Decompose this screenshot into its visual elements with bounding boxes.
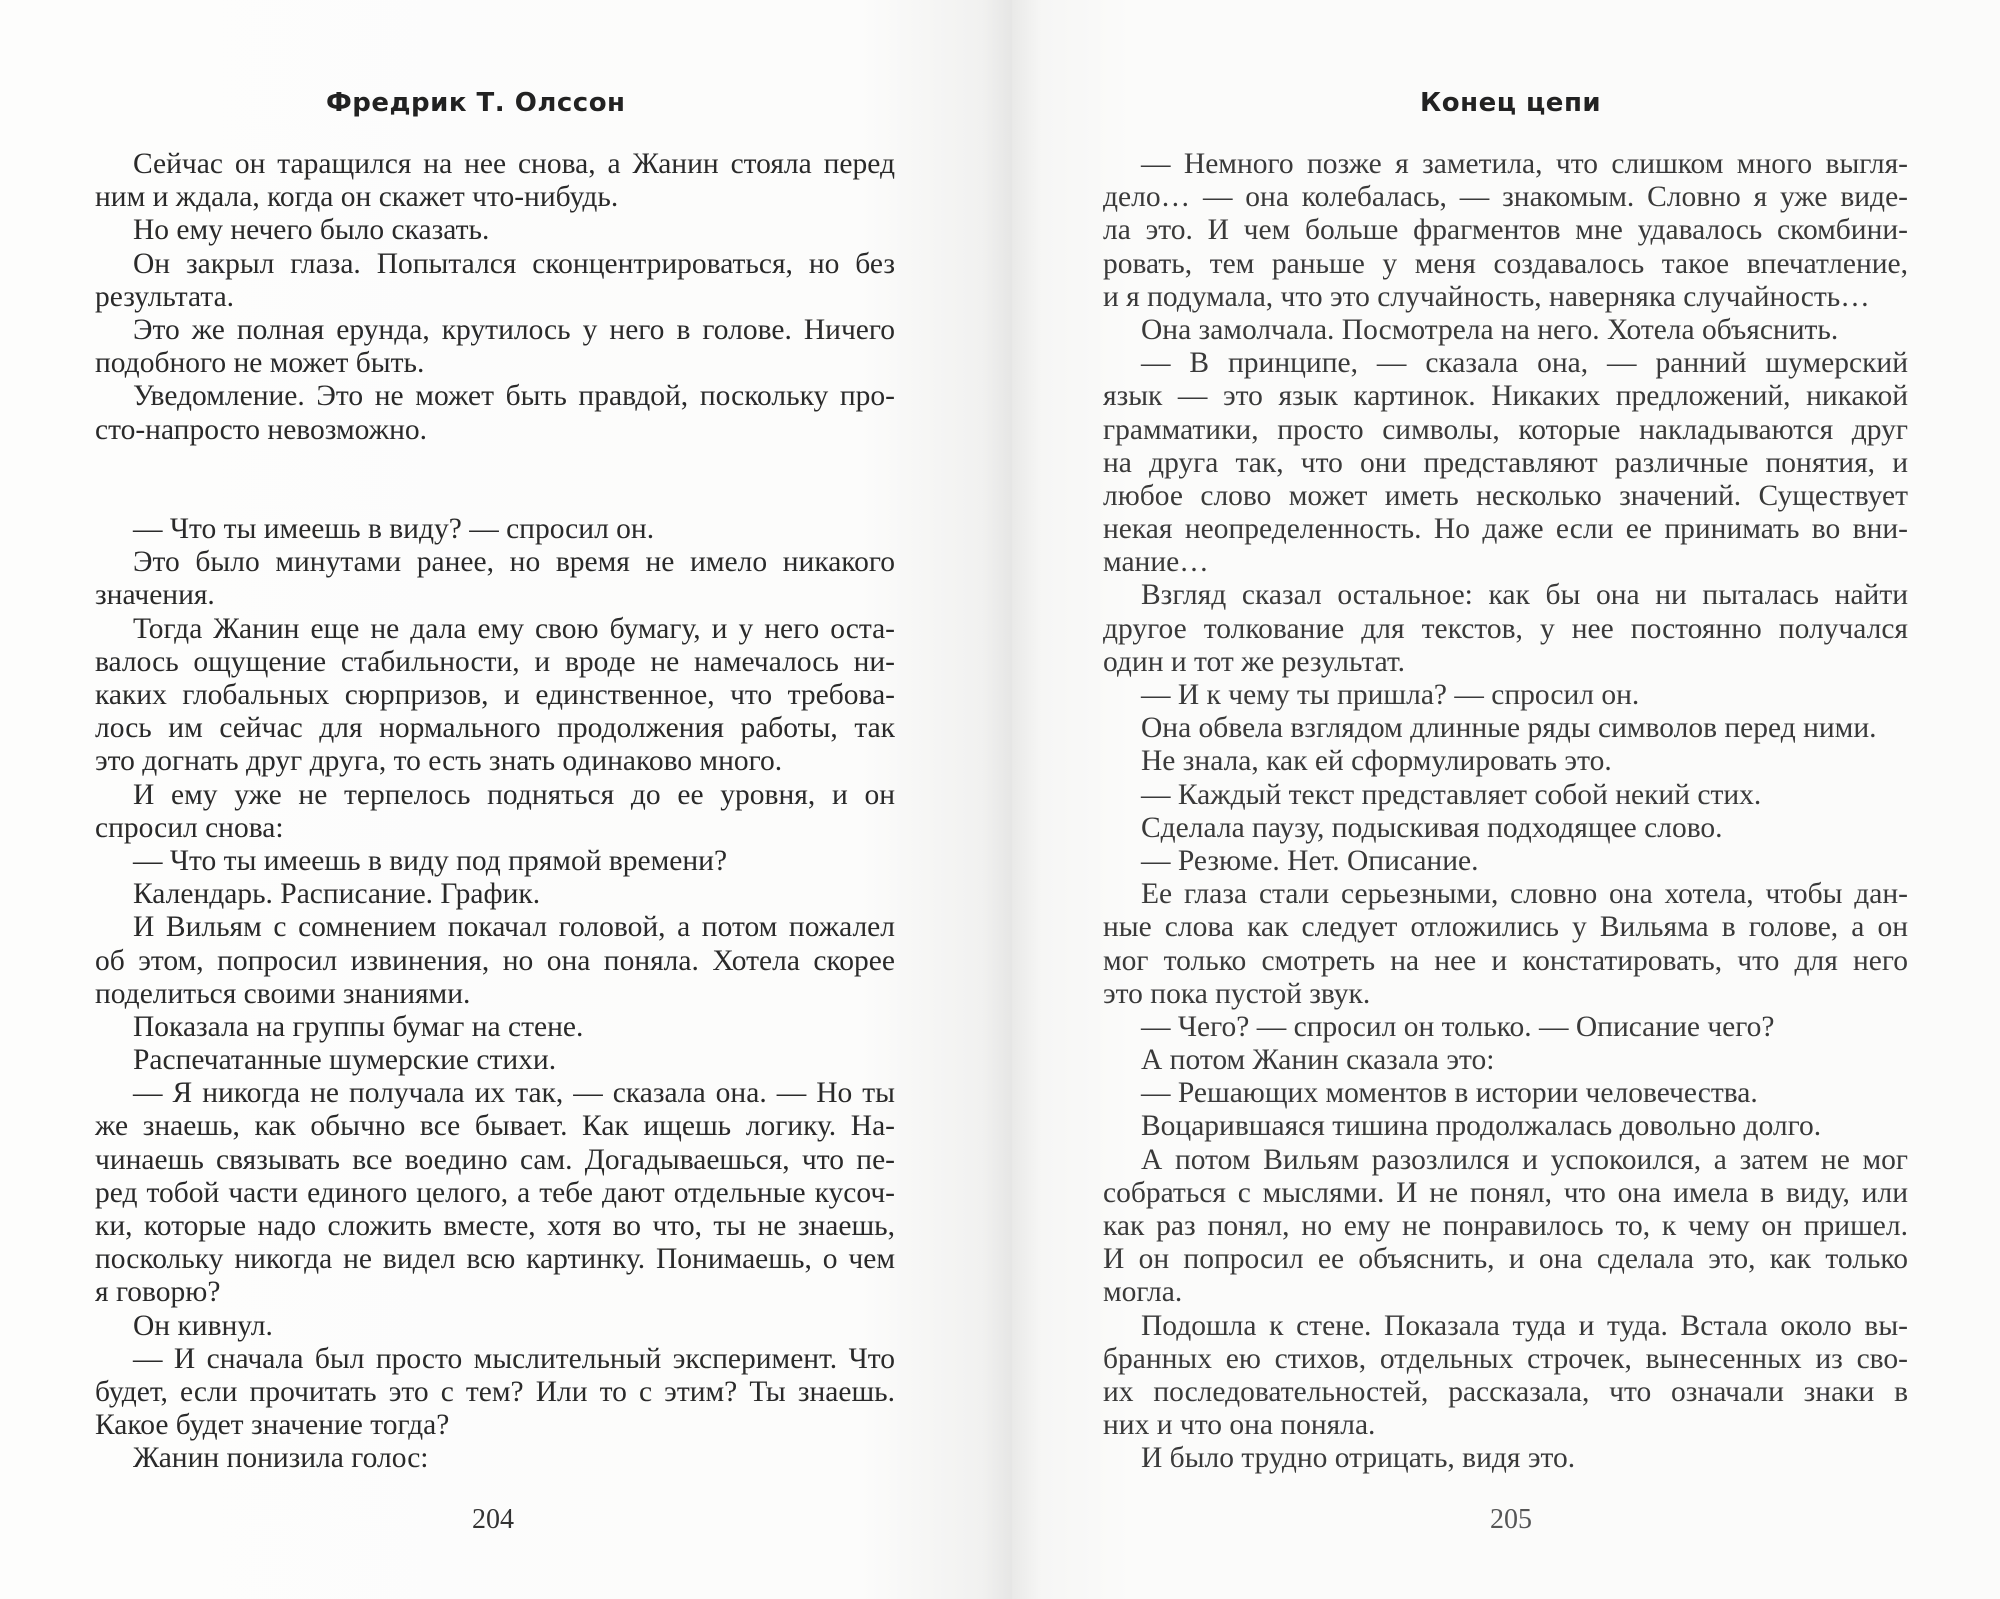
text-line: — И сначала был просто мыслительный эксперимент. Что (133, 1342, 895, 1375)
text-line: — И к чему ты пришла? — спросил он. (1141, 679, 1640, 711)
text-line: другое толкование для текстов, у нее постоянно получался (1103, 612, 1908, 645)
text-line: Она замолчала. Посмотрела на него. Хотела объяснить. (1141, 313, 1839, 346)
text-line: Уведомление. Это не может быть правдой, поскольку про- (133, 380, 895, 413)
text-line: один и тот же результат. (1103, 645, 1405, 678)
text-line: — Что ты имеешь в виду? — спросил он. (133, 513, 655, 546)
text-line: — Я никогда не получала их так, — сказала она. — Но ты (133, 1077, 895, 1110)
text-line: об этом, попросил извинения, но она поняла. Хотела скорее (95, 944, 895, 977)
text-line: Не знала, как ей сформулировать это. (1141, 745, 1612, 778)
text-line: ки, которые надо сложить вместе, хотя во что, ты не знаешь, (95, 1210, 895, 1243)
text-line: Тогда Жанин еще не дала ему свою бумагу, и у него оста- (133, 612, 895, 645)
page-number-right: 205 (1490, 1504, 1532, 1535)
text-line: Это же полная ерунда, крутилось у него в голове. Ничего (133, 313, 895, 346)
right-page-text (1103, 148, 1908, 1476)
text-line: — В принципе, — сказала она, — ранний шумерский (1141, 347, 1908, 380)
text-line: сто-напросто невозможно. (95, 413, 427, 446)
text-line: мание… (1103, 546, 1209, 579)
text-line: ред тобой части единого целого, а тебе дают отдельные кусоч- (95, 1176, 895, 1209)
text-line: И он попросил ее объяснить, и она сделала это, как только (1103, 1243, 1908, 1276)
text-line: — Каждый текст представляет собой некий стих. (1141, 778, 1762, 811)
running-head-title: Конец цепи (1420, 88, 1602, 118)
text-line: И ему уже не терпелось подняться до ее уровня, и он (133, 778, 895, 811)
text-line: же знаешь, как обычно все бывает. Как ищешь логику. На- (95, 1110, 895, 1143)
text-line: Показала на группы бумаг на стене. (133, 1010, 584, 1043)
text-line: ним и ждала, когда он скажет что-нибудь. (95, 181, 619, 214)
running-head-author: Фредрик Т. Олссон (326, 88, 626, 118)
text-line: Какое будет значение тогда? (95, 1409, 450, 1442)
text-line: значения. (95, 579, 215, 612)
text-line: — Чего? — спросил он только. — Описание чего? (1141, 1010, 1775, 1043)
text-line: Он кивнул. (133, 1309, 273, 1342)
text-line: них и что она поняла. (1103, 1409, 1376, 1442)
text-line: — Резюме. Нет. Описание. (1141, 844, 1479, 877)
text-line: ла это. И чем больше фрагментов мне удавалось скомбини- (1103, 214, 1908, 247)
text-line: будет, если прочитать это с тем? Или то с этим? Ты знаешь. (95, 1375, 895, 1408)
text-line: — Решающих моментов в истории человечества. (1141, 1077, 1758, 1110)
text-line: могла. (1103, 1276, 1183, 1309)
text-line: А потом Жанин сказала это: (1141, 1044, 1495, 1077)
text-line: Сделала паузу, подыскивая подходящее слово. (1141, 811, 1723, 844)
text-line: Взгляд сказал остальное: как бы она ни пыталась найти (1141, 579, 1908, 612)
text-line: И Вильям с сомнением покачал головой, а потом пожалел (133, 911, 895, 944)
right-page (1012, 0, 2000, 1599)
text-line: спросил снова: (95, 811, 284, 844)
text-line: на друга так, что они представляют различные понятия, и (1103, 446, 1908, 479)
text-line: результата. (95, 280, 235, 313)
text-line: это пока пустой звук. (1103, 977, 1371, 1010)
text-line: собраться с мыслями. И не понял, что она имела в виду, или (1103, 1176, 1908, 1209)
text-line: Распечатанные шумерские стихи. (133, 1044, 557, 1077)
text-line: Воцарившаяся тишина продолжалась довольно долго. (1141, 1110, 1822, 1143)
text-line: Но ему нечего было сказать. (133, 214, 490, 247)
text-line: поделиться своими знаниями. (95, 977, 471, 1010)
text-line: их последовательностей, рассказала, что означали знаки в (1103, 1375, 1908, 1408)
text-line: И было трудно отрицать, видя это. (1141, 1442, 1576, 1475)
text-line: ровать, тем раньше у меня создавалось такое впечатление, (1103, 247, 1908, 280)
text-line: язык — это язык картинок. Никаких предложений, никакой (1103, 380, 1908, 413)
text-line: дело… — она колебалась, — знакомым. Словно я уже виде- (1103, 181, 1908, 214)
text-line: валось ощущение стабильности, и вроде не намечалось ни- (95, 645, 895, 678)
text-line: — Что ты имеешь в виду под прямой времени? (133, 844, 728, 877)
text-line: А потом Вильям разозлился и успокоился, а затем не мог (1141, 1143, 1908, 1176)
text-line: лось им сейчас для нормального продолжения работы, так (95, 712, 895, 745)
text-line: как раз понял, но ему не понравилось то, к чему он пришел. (1103, 1210, 1908, 1242)
text-line: ные слова как следует отложились у Вильяма в голове, а он (1103, 911, 1908, 944)
text-line: мог только смотреть на нее и констатировать, что для него (1103, 944, 1908, 977)
text-line: я говорю? (95, 1276, 221, 1309)
text-line: Жанин понизила голос: (133, 1442, 429, 1475)
text-line: бранных ею стихов, отдельных строчек, вынесенных из сво- (1103, 1342, 1908, 1375)
text-line: поскольку никогда не видел всю картинку. Понимаешь, о чем (95, 1243, 895, 1276)
text-line: Это было минутами ранее, но время не имело никакого (133, 546, 895, 579)
text-line: чинаешь связывать все воедино сам. Догадываешься, что пе- (95, 1143, 895, 1176)
text-line: Календарь. Расписание. График. (133, 878, 541, 911)
text-line: Он закрыл глаза. Попытался сконцентрироваться, но без (133, 247, 895, 280)
text-line: Подошла к стене. Показала туда и туда. Встала около вы- (1141, 1309, 1908, 1342)
text-line: каких глобальных сюрпризов, и единственное, что требова- (95, 679, 895, 712)
paragraph-gap (95, 447, 895, 513)
text-line: Ее глаза стали серьезными, словно она хотела, чтобы дан- (1141, 878, 1908, 911)
text-line: Сейчас он таращился на нее снова, а Жанин стояла перед (133, 148, 895, 180)
text-line: грамматики, просто символы, которые накладываются друг (1103, 413, 1908, 446)
left-page-text (95, 148, 895, 1476)
text-line: подобного не может быть. (95, 347, 425, 380)
text-line: Она обвела взглядом длинные ряды символов перед ними. (1141, 712, 1877, 745)
text-line: это догнать друг друга, то есть знать одинаково много. (95, 745, 783, 778)
text-line: любое слово может иметь несколько значений. Существует (1103, 479, 1908, 512)
text-line: — Немного позже я заметила, что слишком много выгля- (1141, 148, 1908, 180)
page-number-left: 204 (472, 1504, 514, 1535)
text-line: и я подумала, что это случайность, наверняка случайность… (1103, 280, 1870, 313)
text-line: некая неопределенность. Но даже если ее принимать во вни- (1103, 513, 1908, 546)
